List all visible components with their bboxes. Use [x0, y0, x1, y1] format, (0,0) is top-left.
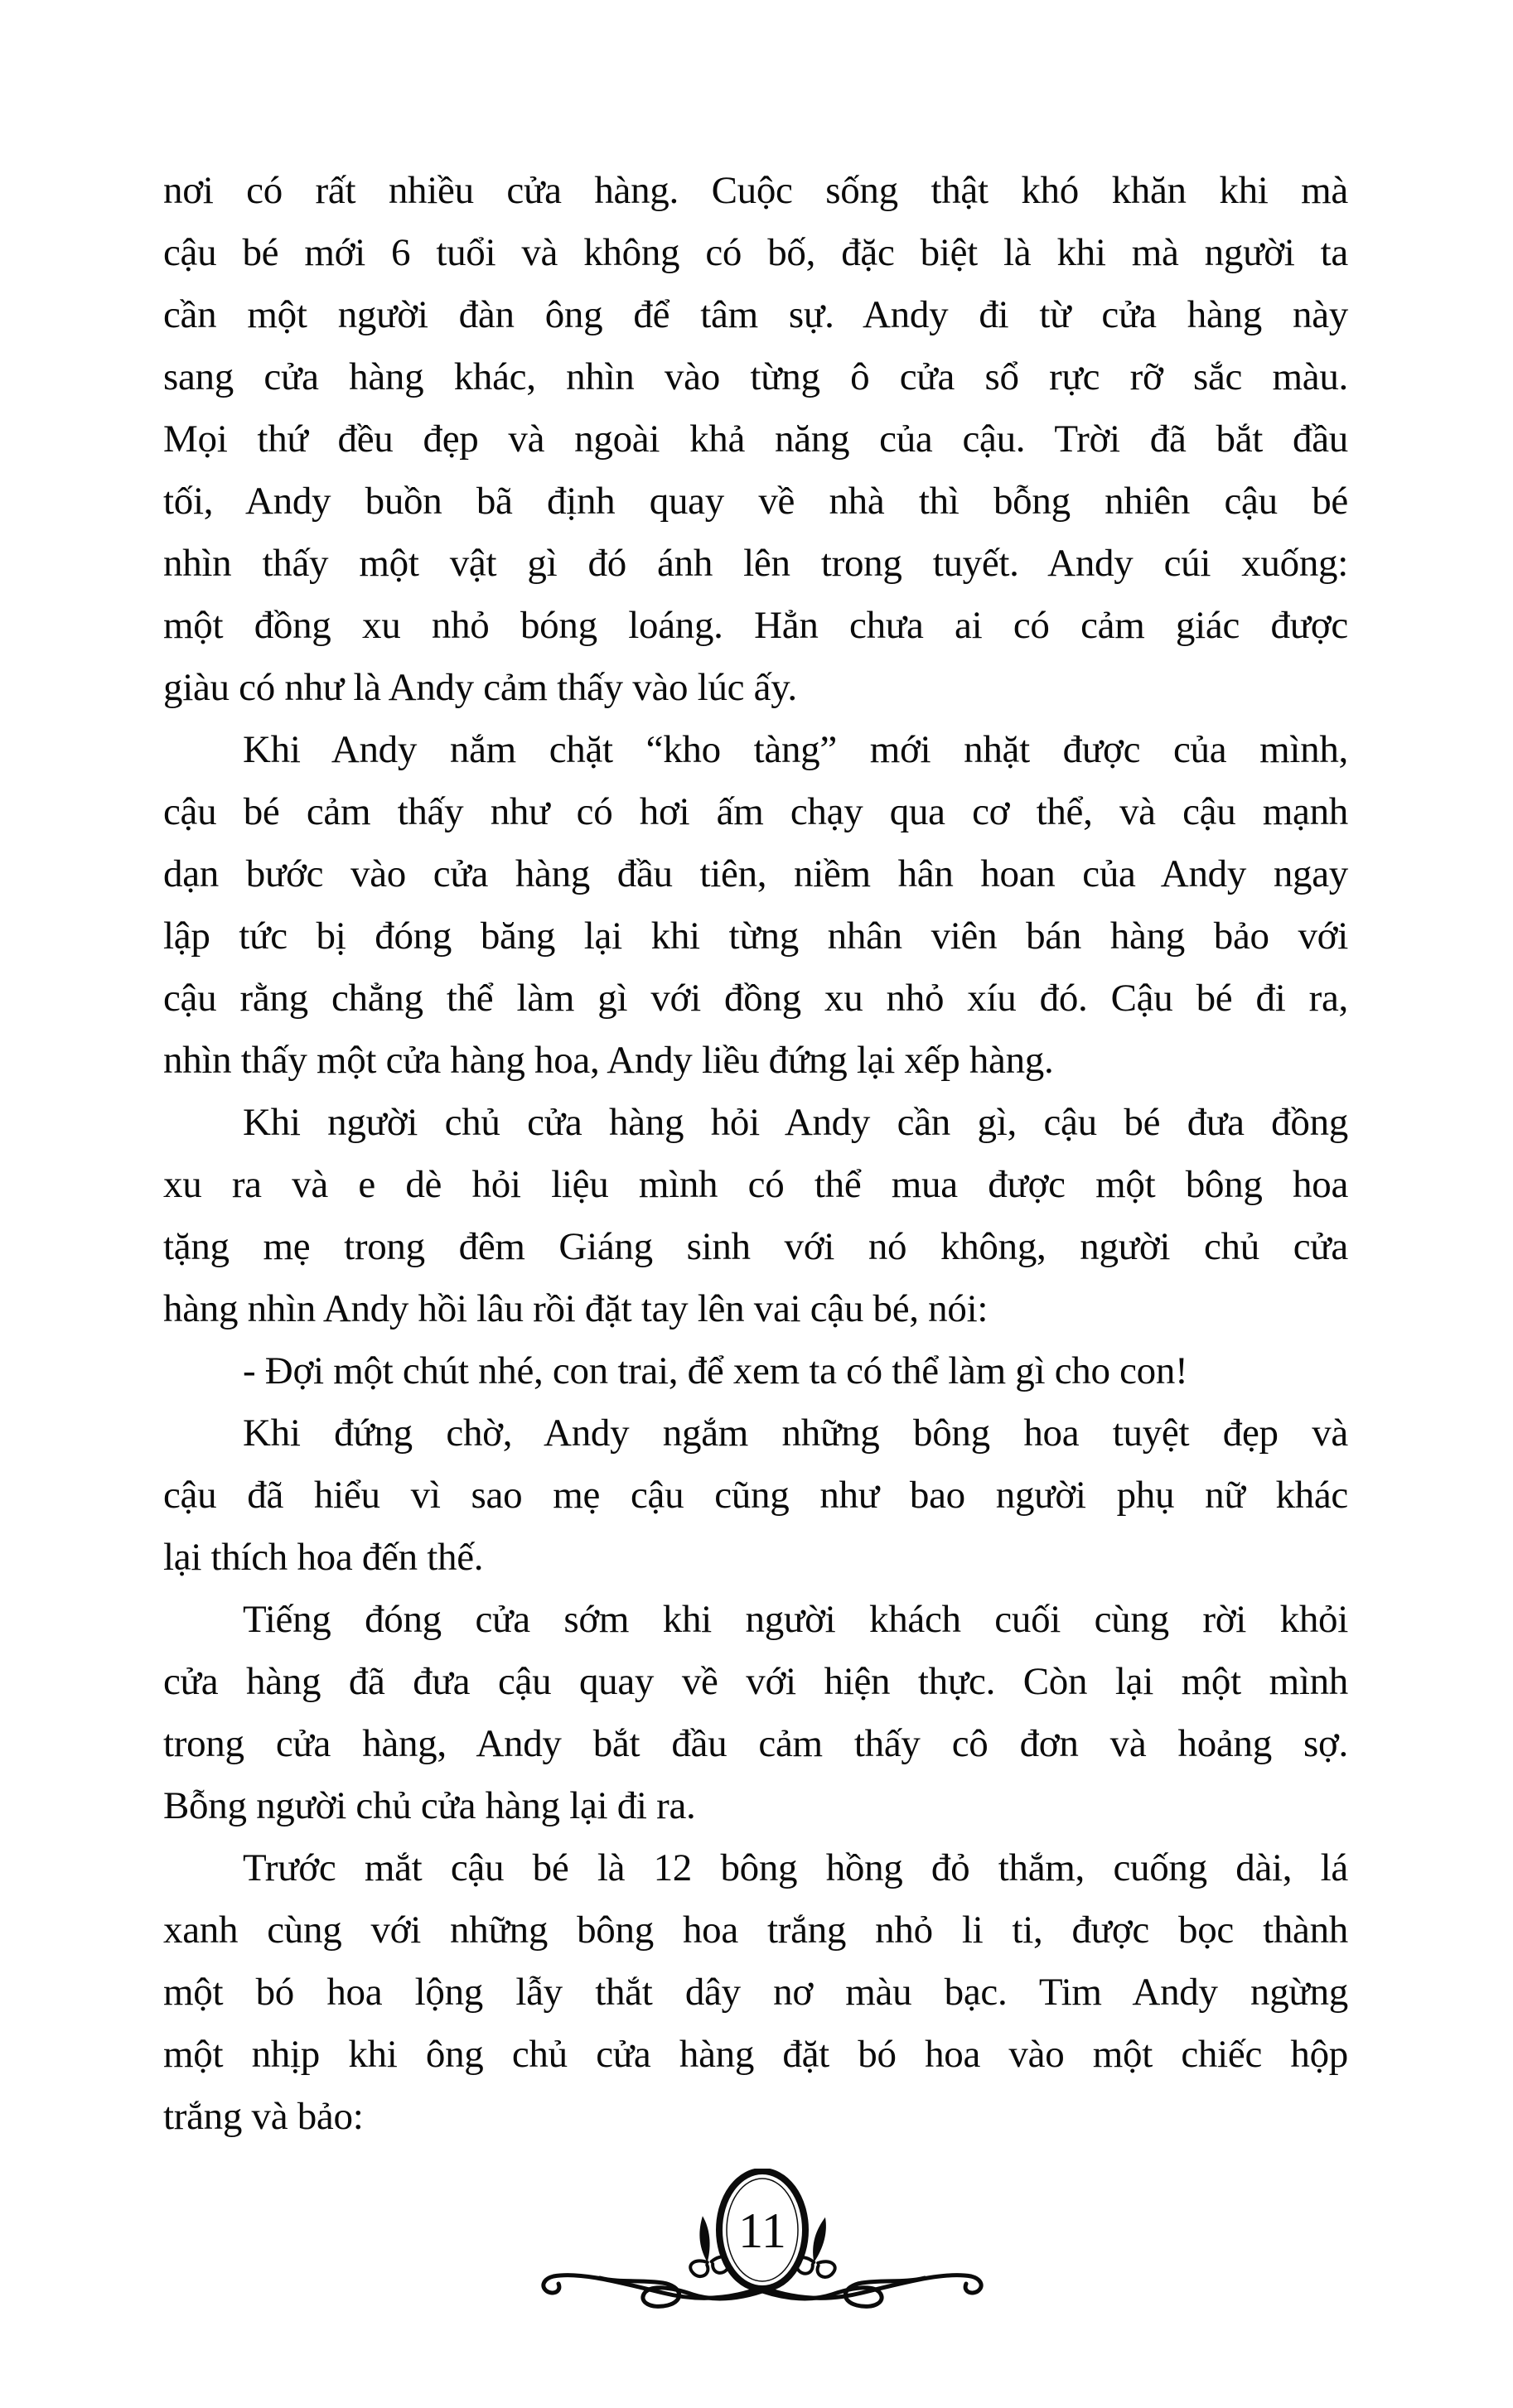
paragraph [163, 719, 1348, 1092]
paragraph [163, 1092, 1348, 1340]
text-line: hàng nhìn Andy hồi lâu rồi đặt tay lên vai cậu bé, nói: [163, 1287, 989, 1330]
text-line: một đồng xu nhỏ bóng loáng. Hẳn chưa ai có cảm giác được [163, 604, 1348, 647]
text-line: lại thích hoa đến thế. [163, 1536, 484, 1579]
text-line: xanh cùng với những bông hoa trắng nhỏ li ti, được bọc thành [163, 1909, 1348, 1952]
text-line: Khi người chủ cửa hàng hỏi Andy cần gì, cậu bé đưa đồng [243, 1101, 1348, 1144]
text-line: nhìn thấy một vật gì đó ánh lên trong tuyết. Andy cúi xuống: [163, 542, 1348, 585]
text-line: - Đợi một chút nhé, con trai, để xem ta có thể làm gì cho con! [243, 1349, 1188, 1392]
text-line: Bỗng người chủ cửa hàng lại đi ra. [163, 1784, 696, 1827]
page-number-ornament [530, 2169, 994, 2318]
text-line: tặng mẹ trong đêm Giáng sinh với nó không, người chủ cửa [163, 1225, 1348, 1268]
text-line: Mọi thứ đều đẹp và ngoài khả năng của cậu. Trời đã bắt đầu [163, 417, 1348, 461]
page-number-ornament-graphic [530, 2169, 994, 2318]
text-line: Tiếng đóng cửa sớm khi người khách cuối cùng rời khỏi [243, 1598, 1348, 1641]
text-line: nơi có rất nhiều cửa hàng. Cuộc sống thật khó khăn khi mà [163, 169, 1348, 212]
text-line: cậu đã hiểu vì sao mẹ cậu cũng như bao người phụ nữ khác [163, 1474, 1348, 1517]
text-line: cậu bé mới 6 tuổi và không có bố, đặc biệt là khi mà người ta [163, 231, 1348, 274]
text-line: giàu có như là Andy cảm thấy vào lúc ấy. [163, 666, 797, 709]
paragraph [163, 1837, 1348, 2148]
text-line: tối, Andy buồn bã định quay về nhà thì bỗng nhiên cậu bé [163, 480, 1348, 523]
text-line: Khi đứng chờ, Andy ngắm những bông hoa tuyệt đẹp và [243, 1412, 1348, 1455]
text-line: nhìn thấy một cửa hàng hoa, Andy liều đứng lại xếp hàng. [163, 1039, 1054, 1082]
text-line: một nhịp khi ông chủ cửa hàng đặt bó hoa vào một chiếc hộp [163, 2033, 1348, 2076]
text-line: sang cửa hàng khác, nhìn vào từng ô cửa sổ rực rỡ sắc màu. [163, 355, 1348, 398]
text-line: trắng và bảo: [163, 2095, 364, 2138]
text-line: Khi Andy nắm chặt “kho tàng” mới nhặt được của mình, [243, 728, 1348, 771]
page-text [163, 160, 1348, 2148]
paragraph [163, 160, 1348, 719]
text-line: cần một người đàn ông để tâm sự. Andy đi từ cửa hàng này [163, 293, 1348, 336]
text-line: cậu rằng chẳng thể làm gì với đồng xu nhỏ xíu đó. Cậu bé đi ra, [163, 977, 1348, 1020]
text-line: dạn bước vào cửa hàng đầu tiên, niềm hân hoan của Andy ngay [163, 852, 1348, 895]
page-number: 11 [738, 2203, 786, 2258]
text-line: cậu bé cảm thấy như có hơi ấm chạy qua cơ thể, và cậu mạnh [163, 790, 1348, 833]
text-line: một bó hoa lộng lẫy thắt dây nơ màu bạc. Tim Andy ngừng [163, 1971, 1348, 2014]
text-line: xu ra và e dè hỏi liệu mình có thể mua được một bông hoa [163, 1163, 1348, 1206]
text-line: Trước mắt cậu bé là 12 bông hồng đỏ thắm, cuống dài, lá [243, 1846, 1348, 1889]
text-line: lập tức bị đóng băng lại khi từng nhân viên bán hàng bảo với [163, 914, 1348, 958]
paragraph [163, 1402, 1348, 1589]
paragraph [163, 1589, 1348, 1837]
paragraph [163, 1340, 1348, 1402]
text-line: cửa hàng đã đưa cậu quay về với hiện thực. Còn lại một mình [163, 1660, 1348, 1703]
text-line: trong cửa hàng, Andy bắt đầu cảm thấy cô đơn và hoảng sợ. [163, 1722, 1348, 1765]
